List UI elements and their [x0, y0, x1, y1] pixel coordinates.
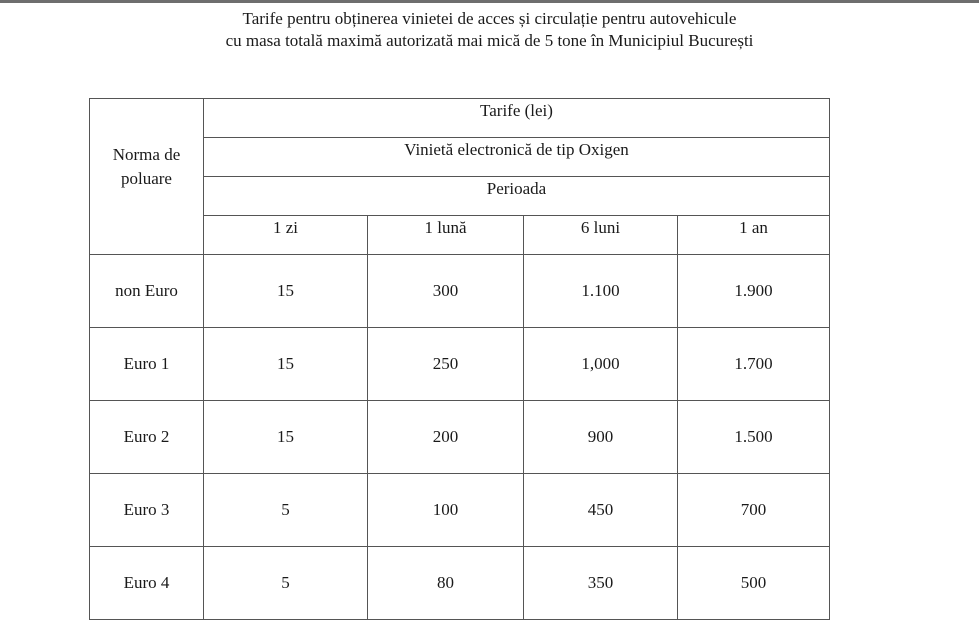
header-norma-line-2: poluare: [121, 168, 172, 188]
title-line-1: Tarife pentru obținerea vinietei de acces și circulație pentru autovehicule: [242, 9, 737, 28]
cell-value: 200: [368, 401, 524, 474]
title-line-2: cu masa totală maximă autorizată mai mică de 5 tone în Municipiul București: [225, 31, 754, 50]
row-norma: Euro 2: [90, 401, 204, 474]
cell-value: 350: [524, 547, 678, 620]
cell-value: 5: [204, 474, 368, 547]
cell-value: 100: [368, 474, 524, 547]
header-norma-poluare: [90, 99, 204, 255]
cell-value: 1.700: [678, 328, 830, 401]
table-row: [90, 401, 830, 474]
header-norma-line-1: Norma de: [112, 144, 181, 164]
period-1-luna: 1 lună: [368, 216, 524, 255]
top-border-line: [0, 0, 979, 3]
table-row: [90, 547, 830, 620]
cell-value: 5: [204, 547, 368, 620]
row-norma: non Euro: [90, 255, 204, 328]
header-tarife: Tarife (lei): [204, 99, 830, 138]
cell-value: 15: [204, 401, 368, 474]
cell-value: 1.100: [524, 255, 678, 328]
period-1-zi: 1 zi: [204, 216, 368, 255]
header-perioada: Perioada: [204, 177, 830, 216]
period-1-an: 1 an: [678, 216, 830, 255]
table-row: [90, 474, 830, 547]
period-6-luni: 6 luni: [524, 216, 678, 255]
cell-value: 1,000: [524, 328, 678, 401]
row-norma: Euro 4: [90, 547, 204, 620]
header-vinieta: Vinietă electronică de tip Oxigen: [204, 138, 830, 177]
cell-value: 80: [368, 547, 524, 620]
document-title: [0, 8, 979, 52]
table-row: [90, 328, 830, 401]
cell-value: 300: [368, 255, 524, 328]
cell-value: 500: [678, 547, 830, 620]
cell-value: 1.500: [678, 401, 830, 474]
row-norma: Euro 1: [90, 328, 204, 401]
cell-value: 15: [204, 328, 368, 401]
cell-value: 900: [524, 401, 678, 474]
cell-value: 1.900: [678, 255, 830, 328]
cell-value: 700: [678, 474, 830, 547]
cell-value: 15: [204, 255, 368, 328]
row-norma: Euro 3: [90, 474, 204, 547]
cell-value: 250: [368, 328, 524, 401]
table-row: [90, 255, 830, 328]
cell-value: 450: [524, 474, 678, 547]
tariff-table: [89, 98, 830, 620]
